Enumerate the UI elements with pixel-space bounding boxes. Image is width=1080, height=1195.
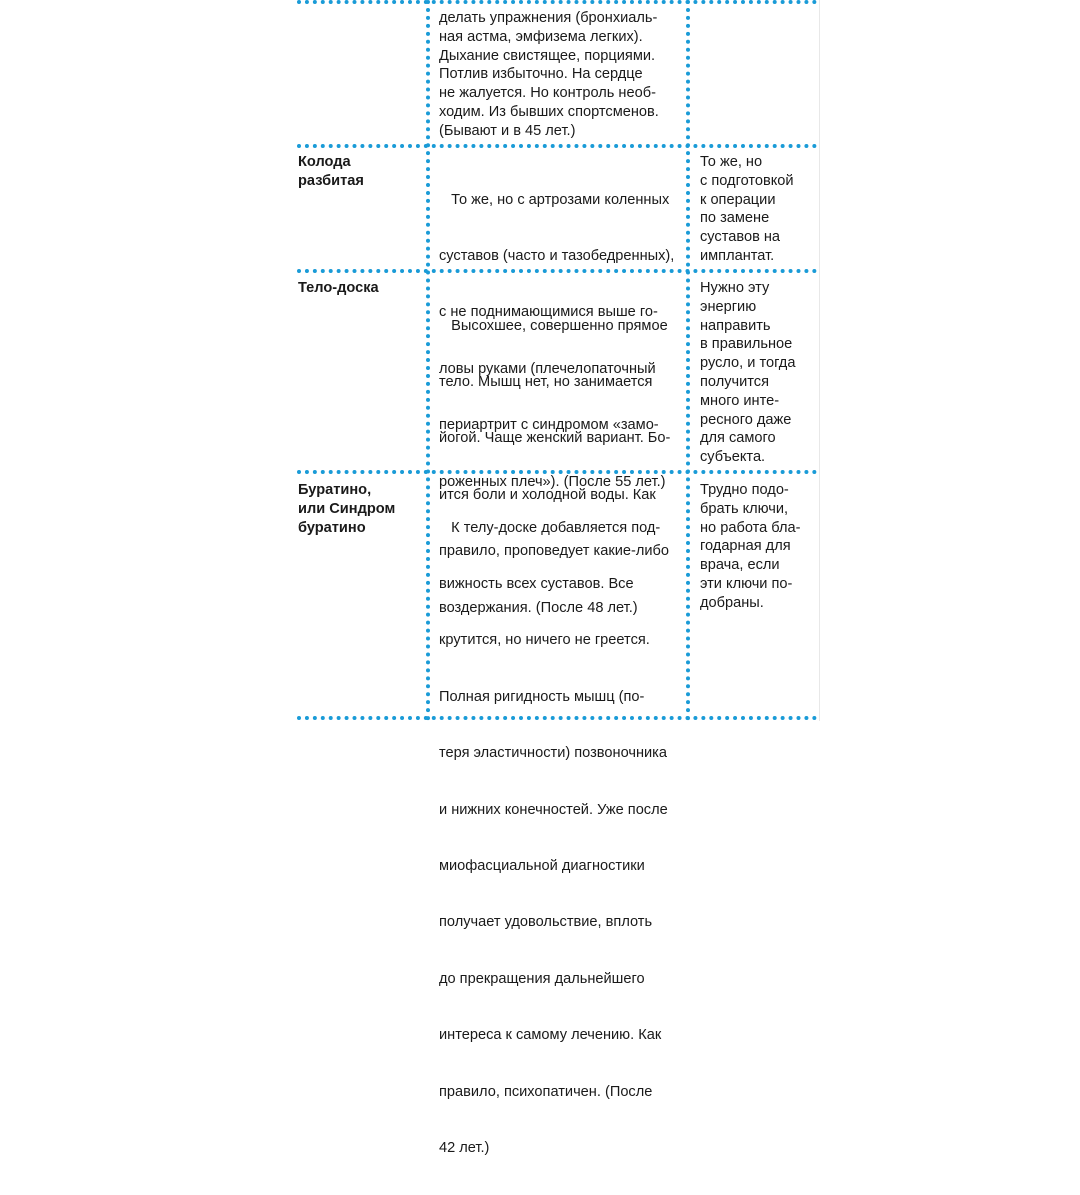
text-line: роженных плеч»). (После 55 лет.) (439, 473, 666, 490)
text-line: 42 лет.) (439, 1139, 490, 1156)
text-line: К телу-доске добавляется под- (439, 519, 661, 536)
text-line: вижность всех суставов. Все (439, 575, 634, 592)
text-line: не жалуется. Но контроль необ- (439, 85, 656, 102)
text-line: Тело-доска (298, 280, 379, 296)
text-line: к операции (700, 191, 776, 208)
text-line: Нужно эту (700, 280, 770, 296)
text-line: Дыхание свистящее, порциями. (439, 47, 656, 64)
text-line: буратино (298, 519, 366, 536)
text-line: То же, но с артрозами коленных (439, 191, 670, 208)
text-line: правило, психопатичен. (После (439, 1083, 653, 1100)
text-line: до прекращения дальнейшего (439, 970, 645, 987)
text-line: То же, но (700, 154, 763, 170)
note-cell (700, 481, 815, 613)
text-line: или Синдром (298, 500, 396, 517)
text-line: ловы руками (плечелопаточный (439, 360, 656, 377)
text-line: с не поднимающимися выше го- (439, 304, 658, 321)
text-line: имплантат. (700, 247, 775, 264)
row-separator (297, 144, 817, 148)
text-line: годарная для (700, 538, 791, 555)
type-name-cell (298, 153, 422, 191)
row-separator (297, 0, 817, 4)
type-name-cell (298, 279, 422, 298)
description-cell (439, 9, 683, 141)
text-line: ходим. Из бывших спортсменов. (439, 103, 659, 120)
note-cell (700, 279, 815, 467)
text-line: много инте- (700, 392, 780, 409)
note-cell (700, 153, 815, 266)
text-line: добраны. (700, 594, 764, 611)
text-line: брать ключи, (700, 500, 789, 517)
text-line: но работа бла- (700, 519, 801, 536)
text-line: субъекта. (700, 449, 766, 466)
text-line: с подготовкой (700, 172, 794, 189)
text-line: тело. Мышц нет, но занимается (439, 373, 653, 390)
text-line: воздержания. (После 48 лет.) (439, 599, 638, 616)
text-line: суставов на (700, 229, 781, 246)
text-line: интереса к самому лечению. Как (439, 1027, 662, 1044)
text-line: Полная ригидность мышц (по- (439, 688, 645, 705)
text-line: Трудно подо- (700, 482, 789, 498)
text-line: врача, если (700, 557, 780, 574)
text-line: периартрит с синдромом «замо- (439, 417, 659, 434)
text-line: крутится, но ничего не греется. (439, 632, 650, 649)
text-line: по замене (700, 210, 770, 227)
text-line: получает удовольствие, вплоть (439, 914, 653, 931)
text-line: Потлив избыточно. На сердце (439, 66, 643, 83)
text-line: делать упражнения (бронхиаль- (439, 10, 658, 26)
text-line: йогой. Чаще женский вариант. Бо- (439, 430, 671, 447)
text-line: и нижних конечностей. Уже после (439, 801, 668, 818)
text-line: энергию (700, 298, 757, 315)
text-line: ится боли и холодной воды. Как (439, 486, 656, 503)
description-cell (439, 481, 683, 1195)
text-line: получится (700, 373, 769, 390)
text-line: Высохшее, совершенно прямое (439, 317, 668, 334)
type-name-cell (298, 481, 422, 537)
text-line: миофасциальной диагностики (439, 857, 645, 874)
text-line: разбитая (298, 172, 364, 189)
column-separator (686, 0, 690, 721)
text-line: направить (700, 317, 771, 334)
text-line: для самого (700, 430, 776, 447)
text-line: в правильное (700, 336, 793, 353)
text-line: ная астма, эмфизема легких). (439, 28, 643, 45)
text-line: теря эластичности) позвоночника (439, 745, 668, 762)
text-line: ресного даже (700, 411, 792, 428)
column-separator (426, 0, 430, 721)
text-line: Колода (298, 154, 351, 170)
text-line: правило, проповедует какие-либо (439, 543, 669, 560)
text-line: (Бывают и в 45 лет.) (439, 122, 576, 139)
text-line: русло, и тогда (700, 355, 796, 372)
text-line: эти ключи по- (700, 575, 793, 592)
text-line: Буратино, (298, 482, 372, 498)
page-edge (819, 0, 820, 721)
text-line: суставов (часто и тазобедренных), (439, 247, 675, 264)
